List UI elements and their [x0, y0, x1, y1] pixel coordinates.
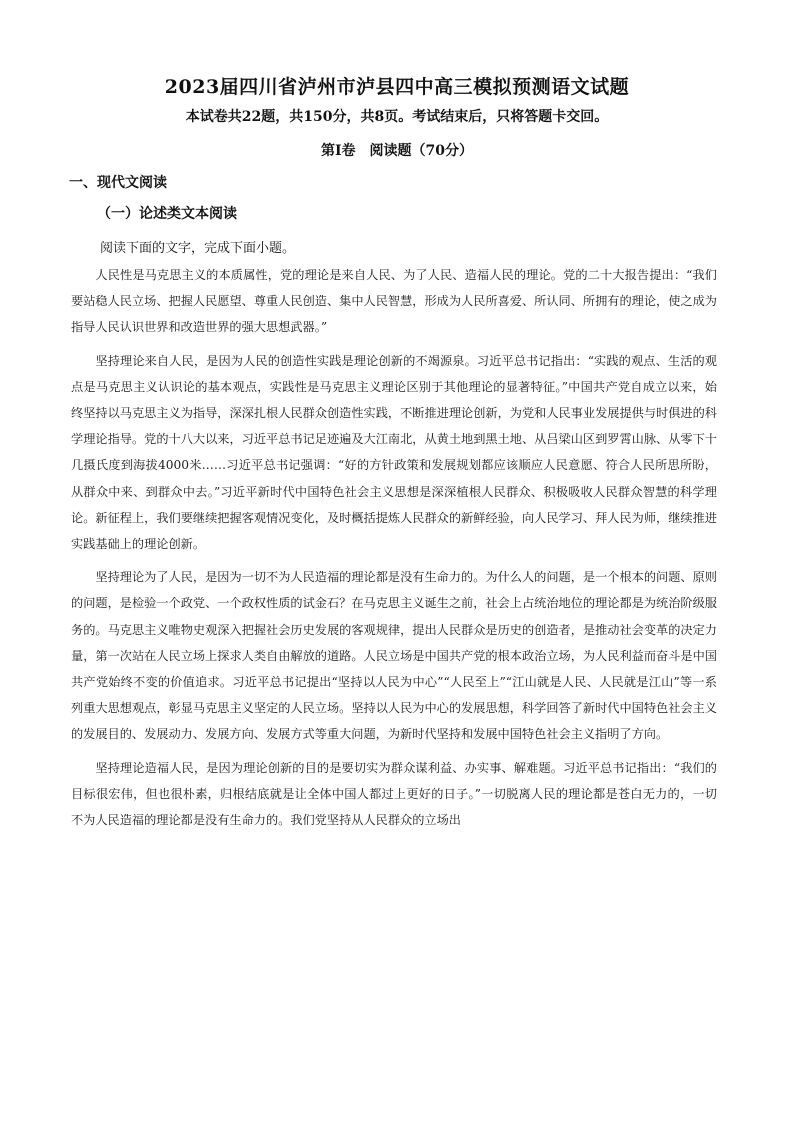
- exam-info: 本试卷共22题，共150分，共8页。考试结束后，只将答题卡交回。: [185, 109, 609, 125]
- instruction-text: 阅读下面的文字，完成下面小题。: [100, 241, 296, 256]
- document-title: 2023届四川省泸州市泸县四中高三模拟预测语文试题: [164, 76, 630, 98]
- paragraph: 坚持理论来自人民，是因为人民的创造性实践是理论创新的不竭源泉。习近平总书记指出：“实践的观点、生活的观点是马克思主义认识论的基本观点，实践性是马克思主义理论区别于其他理论的显著特征。”中国共产党自成立以来，始终坚持以马克思主义为指导，深深扎根人民群众创造性实践，不断推进理论创新，为党和人民事业发展提供与时俱进的科学理论指导。党的十八大以来，习近平总书记足迹遍及大江南北，从黄土地到黑土地、从吕梁山区到罗霄山脉、从零下十几摄氏度到海拔4000米……习近平总书记强调：“好的方针政策和发展规划都应该顺应人民意愿、符合人民所思所盼，从群众中来、到群众中去。”习近平新时代中国特色社会主义思想是深深植根人民群众、积极吸收人民群众智慧的科学理论。新征程上，我们要继续把握客观情况变化，及时概括提炼人民群众的新鲜经验，向人民学习、拜人民为师，继续推进实践基础上的理论创新。: [71, 353, 717, 552]
- part-heading: 一、现代文阅读: [69, 175, 167, 191]
- paragraph: 坚持理论造福人民，是因为理论创新的目的是要切实为群众谋利益、办实事、解难题。习近平总书记指出：“我们的目标很宏伟，但也很朴素，归根结底就是让全体中国人都过上更好的日子。”一切脱离人民的理论都是苍白无力的，一切不为人民造福的理论都是没有生命力的。我们党坚持从人民群众的立场出: [71, 760, 717, 828]
- reading-passage: [71, 262, 717, 840]
- section-title: 第Ⅰ卷 阅读题（70分）: [320, 143, 474, 159]
- sub-heading: （一）论述类文本阅读: [97, 206, 237, 222]
- paragraph: 坚持理论为了人民，是因为一切不为人民造福的理论都是没有生命力的。为什么人的问题，是一个根本的问题、原则的问题，是检验一个政党、一个政权性质的试金石？在马克思主义诞生之前，社会上占统治地位的理论都是为统治阶级服务的。马克思主义唯物史观深入把握社会历史发展的客观规律，提出人民群众是历史的创造者，是推动社会变革的决定力量，第一次站在人民立场上探求人类自由解放的道路。人民立场是中国共产党的根本政治立场，为人民利益而奋斗是中国共产党始终不变的价值追求。习近平总书记提出“坚持以人民为中心”“人民至上”“江山就是人民、人民就是江山”等一系列重大思想观点，彰显马克思主义坚定的人民立场。坚持以人民为中心的发展思想，科学回答了新时代中国特色社会主义的发展目的、发展动力、发展方向、发展方式等重大问题，为新时代坚持和发展中国特色社会主义指明了方向。: [71, 570, 717, 742]
- paragraph: 人民性是马克思主义的本质属性，党的理论是来自人民、为了人民、造福人民的理论。党的二十大报告提出：“我们要站稳人民立场、把握人民愿望、尊重人民创造、集中人民智慧，形成为人民所喜爱、所认同、所拥有的理论，使之成为指导人民认识世界和改造世界的强大思想武器。”: [71, 268, 717, 335]
